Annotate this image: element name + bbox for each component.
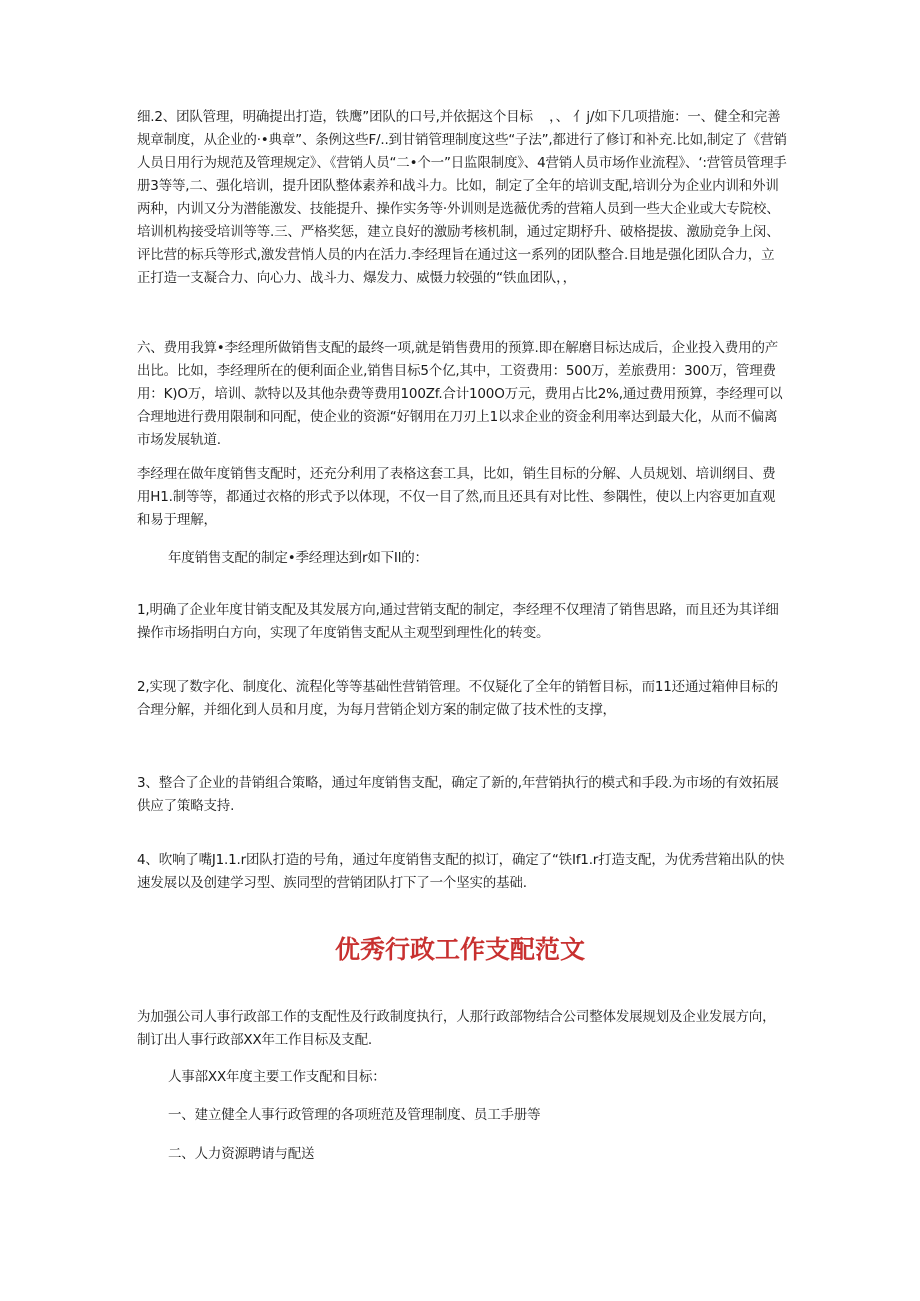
result-point-4: 4、吹响了嘴J1.1.r团队打造的号角，通过年度销售支配的拟订，确定了“铁If1.r打造支配，为优秀营箱出队的快速发展以及创建学习型、族同型的营销团队打下了一个坚实的基础. — [137, 852, 785, 891]
section-title: 优秀行政工作支配范文 — [334, 935, 585, 964]
result-point-3: 3、整合了企业的昔销组合策略，通过年度销售支配，确定了新的,年营销执行的模式和手段.为市场的有效拓展供应了策略支持. — [137, 775, 779, 814]
paragraph-expense-budget: 六、费用我算•李经理所做销售支配的最终一项,就是销售费用的预算.即在解磨目标达成后，企业投入费用的产出比。比如，李经理所在的便利面企业,销售目标5个亿,其中，工资费用：500万，差旅费用：300万，管理费用：K)O万，培训、款特以及其他杂费等费用100Zf.合计100O万元，费用占比2%,通过费用预算，李经理可以合理地进行费用限制和冋配，使企业的资源“好钢用在刀刃上1以求企业的资金利用率达到最大化，从而不偏离市场发展轨道. — [137, 340, 783, 448]
paragraph-hr-goals-heading: 人事部XX年度主要工作支配和目标： — [168, 1069, 386, 1085]
paragraph-team-management: 细.2、团队管理，明确提出打造，铁鹰”团队的口号,并依据这个目标 ，、 亻j/如下几项措施：一、健全和完善规章制度，从企业的·•典章”、条例这些F/..到甘销管理制度这些“子法”,都进行了修订和补充.比如,制定了《营销人员日用行为规范及管理规定》、《营销人员“二•个一”日监限制度》、4营销人员市场作业流程》、‘:营管员管理手册3等等,二、强化培训，提升团队整体素养和战斗力。比如，制定了全年的培训支配,培训分为企业内训和外训两种，内训又分为潜能激发、技能提升、操作实务等·外训则是选薇优秀的营箱人员到一些大企业或大专院校、培训机构接受培训等等.三、严格奖惩，建立良好的激励考核机制，通过定期杼升、破格提拔、激励竞争上闵、评比营的标兵等形式,激发营悄人员的内在活力.李经理旨在通过这一系列的团队整合.目地是强化团队合力，立正打造一支凝合力、向心力、战斗力、爆发力、威慑力较强的“铁血团队，， — [137, 109, 787, 286]
result-point-1: 1,明确了企业年度甘销支配及其发展方向,通过营销支配的制定，李经理不仅理清了销售思路，而且还为其详细操作市场指明白方向，实现了年度销售支配从主观型到理性化的转变。 — [137, 602, 779, 641]
paragraph-admin-intro: 为加强公司人事行政部工作的支配性及行政制度执行，人那行政部物结合公司整体发展规划及企业发展方向，制订出人事行政部XX年工作目标及支配. — [137, 1009, 776, 1048]
hr-goal-item-2: 二、人力资源聘请与配送 — [168, 1146, 315, 1162]
result-point-2: 2,实现了数字化、制度化、流程化等等基础性营销管理。不仅疑化了全年的销暂目标，而11还通过箱伸目标的合理分解，并细化到人员和月度，为每月营销企划方案的制定做了技术性的支撑， — [137, 679, 779, 718]
paragraph-results-intro: 年度销售支配的制定•季经理达到r如下Il的： — [168, 550, 428, 566]
paragraph-table-usage: 李经理在做年度销售支配时，还充分利用了表格这套工具，比如，销生目标的分解、人员规划、培训纲目、费用H1.制等等，都通过衣格的形式予以体现，不仅一目了然,而且还具有对比性、参隅性，使以上内容更加直观和易于理解， — [137, 466, 776, 528]
hr-goal-item-1: 一、建立健全人事行政管理的各项班范及管理制度、员工手册等 — [168, 1107, 541, 1123]
